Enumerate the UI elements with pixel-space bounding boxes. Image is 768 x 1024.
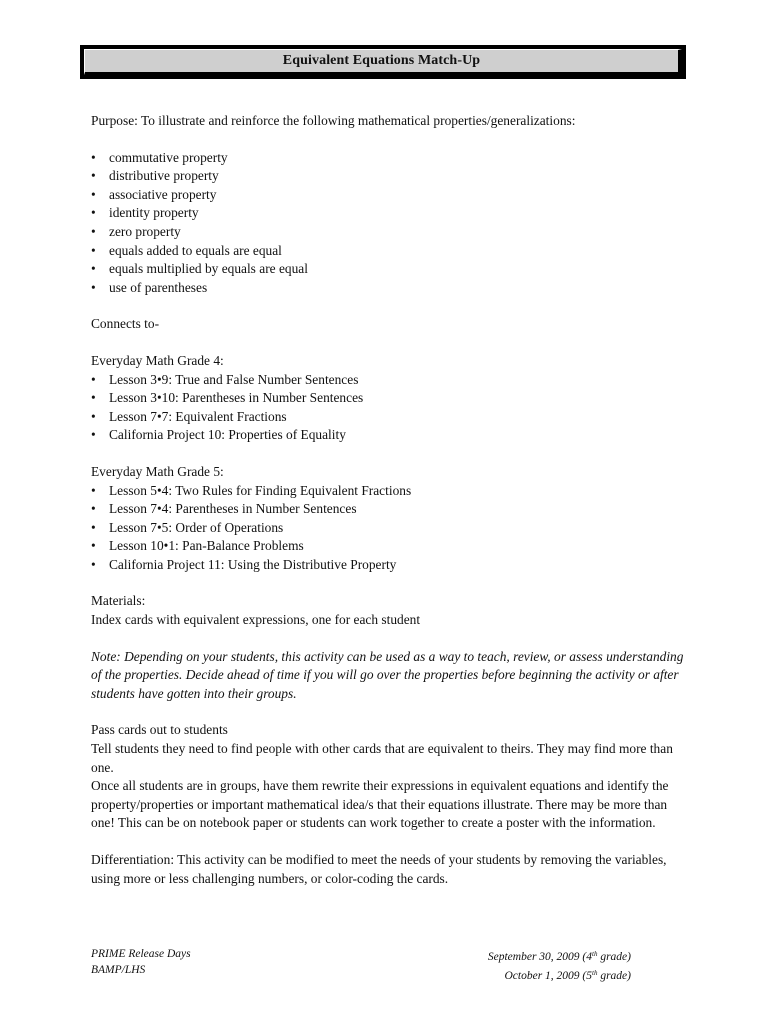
list-item: • Lesson 3•10: Parentheses in Number Sentences	[91, 390, 364, 406]
list-item: • Lesson 7•4: Parentheses in Number Sentences	[91, 501, 357, 517]
instruction-rewrite: Once all students are in groups, have them rewrite their expressions in equivalent equations and identify the property/properties or important mathematical idea/s that their equations illustrate. There may be more than one! This can be on notebook paper or students can work together to create a poster with the information.	[91, 778, 669, 831]
instruction-pass-cards: Pass cards out to students	[91, 722, 228, 738]
list-item: • California Project 11: Using the Distributive Property	[91, 556, 397, 572]
differentiation-text: Differentiation: This activity can be modified to meet the needs of your students by removing the variables, using more or less challenging numbers, or color-coding the cards.	[91, 852, 667, 886]
list-item: • Lesson 7•7: Equivalent Fractions	[91, 408, 287, 424]
purpose-text: Purpose: To illustrate and reinforce the following mathematical properties/generalizations:	[91, 113, 576, 128]
footer-right	[476, 947, 631, 984]
list-item: • Lesson 3•9: True and False Number Sentences	[91, 371, 359, 387]
list-item: • equals added to equals are equal	[91, 242, 282, 258]
grade5-heading: Everyday Math Grade 5:	[91, 463, 224, 479]
list-item: • associative property	[91, 186, 217, 202]
list-item: • identity property	[91, 205, 199, 221]
materials-heading: Materials:	[91, 593, 146, 609]
grade4-lessons	[91, 371, 691, 445]
list-item: • Lesson 7•5: Order of Operations	[91, 519, 284, 535]
list-item: • use of parentheses	[91, 279, 208, 295]
list-item: • zero property	[91, 223, 181, 239]
footer-left	[91, 947, 191, 978]
materials-text: Index cards with equivalent expressions, one for each student	[91, 612, 421, 628]
footer-event: PRIME Release Days	[91, 948, 191, 960]
list-item: • distributive property	[91, 168, 219, 184]
footer-date-grade5: October 1, 2009 (5th grade)	[504, 968, 631, 982]
grade4-heading: Everyday Math Grade 4:	[91, 352, 224, 368]
document-body	[91, 112, 691, 888]
list-item: • equals multiplied by equals are equal	[91, 261, 308, 277]
document-title: Equivalent Equations Match-Up	[84, 49, 682, 75]
note-text: Note: Depending on your students, this activity can be used as a way to teach, review, or assess understanding of the properties. Decide ahead of time if you will go over the properties before beginning the activity or after students have gotten into their groups.	[91, 648, 684, 701]
list-item: • commutative property	[91, 149, 228, 165]
list-item: • Lesson 10•1: Pan-Balance Problems	[91, 538, 304, 554]
grade5-lessons	[91, 482, 691, 575]
title-banner	[80, 45, 686, 79]
connects-to-heading: Connects to-	[91, 316, 160, 332]
list-item: • California Project 10: Properties of Equality	[91, 427, 346, 443]
properties-list	[91, 149, 691, 298]
instruction-find-equivalent: Tell students they need to find people with other cards that are equivalent to theirs. They may find more than one.	[91, 741, 673, 775]
footer-date-grade4: September 30, 2009 (4th grade)	[487, 950, 631, 963]
footer-org: BAMP/LHS	[91, 963, 146, 976]
list-item: • Lesson 5•4: Two Rules for Finding Equivalent Fractions	[91, 482, 412, 498]
